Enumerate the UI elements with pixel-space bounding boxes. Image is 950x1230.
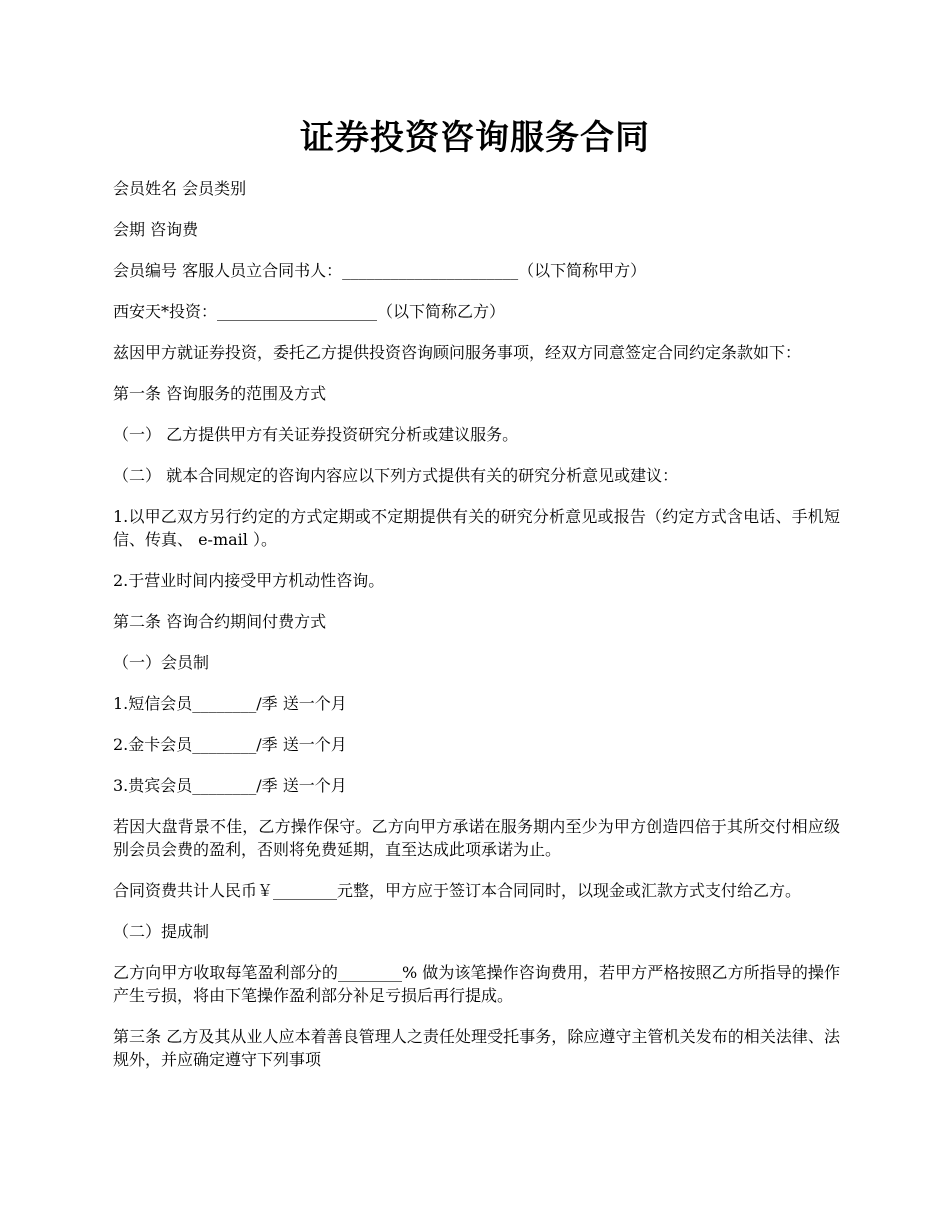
article-1-item-2: （二） 就本合同规定的咨询内容应以下列方式提供有关的研究分析意见或建议： [113,466,679,485]
document-body [113,177,840,1089]
paragraph-member-name: 会员姓名 会员类别 [113,179,247,198]
paragraph-total-fee: 合同资费共计人民币￥________元整，甲方应于签订本合同同时，以现金或汇款方式支付给乙方。 [113,881,802,900]
article-1-item-1: （一） 乙方提供甲方有关证券投资研究分析或建议服务。 [113,425,519,444]
article-1-heading: 第一条 咨询服务的范围及方式 [113,384,327,403]
paragraph-member-period: 会期 咨询费 [113,220,199,239]
article-2-heading: 第二条 咨询合约期间付费方式 [113,612,327,631]
article-1-subitem-1: 1.以甲乙双方另行约定的方式定期或不定期提供有关的研究分析意见或报告（约定方式含电话、手机短信、传真、 e-mail ）。 [113,507,840,549]
membership-sms: 1.短信会员________/季 送一个月 [113,694,347,713]
article-2-membership-heading: （一）会员制 [113,653,210,672]
article-2-commission-heading: （二）提成制 [113,922,210,941]
membership-vip: 3.贵宾会员________/季 送一个月 [113,776,347,795]
paragraph-guarantee: 若因大盘背景不佳，乙方操作保守。乙方向甲方承诺在服务期内至少为甲方创造四倍于其所交付相应级别会员会费的盈利，否则将免费延期，直至达成此项承诺为止。 [113,817,840,859]
paragraph-commission: 乙方向甲方收取每笔盈利部分的________% 做为该笔操作咨询费用，若甲方严格按照乙方所指导的操作产生亏损，将由下笔操作盈利部分补足亏损后再行提成。 [113,963,840,1005]
paragraph-party-b: 西安天*投资：____________________（以下简称乙方） [113,302,506,321]
document-title: 证券投资咨询服务合同 [300,118,650,158]
article-1-subitem-2: 2.于营业时间内接受甲方机动性咨询。 [113,571,385,590]
membership-gold: 2.金卡会员________/季 送一个月 [113,735,347,754]
paragraph-party-a: 会员编号 客服人员立合同书人：______________________（以下简称甲方） [113,261,647,280]
article-3-heading: 第三条 乙方及其从业人应本着善良管理人之责任处理受托事务，除应遵守主管机关发布的相关法律、法规外，并应确定遵守下列事项 [113,1027,840,1069]
paragraph-preamble: 兹因甲方就证券投资，委托乙方提供投资咨询顾问服务事项，经双方同意签定合同约定条款如下： [113,343,802,362]
